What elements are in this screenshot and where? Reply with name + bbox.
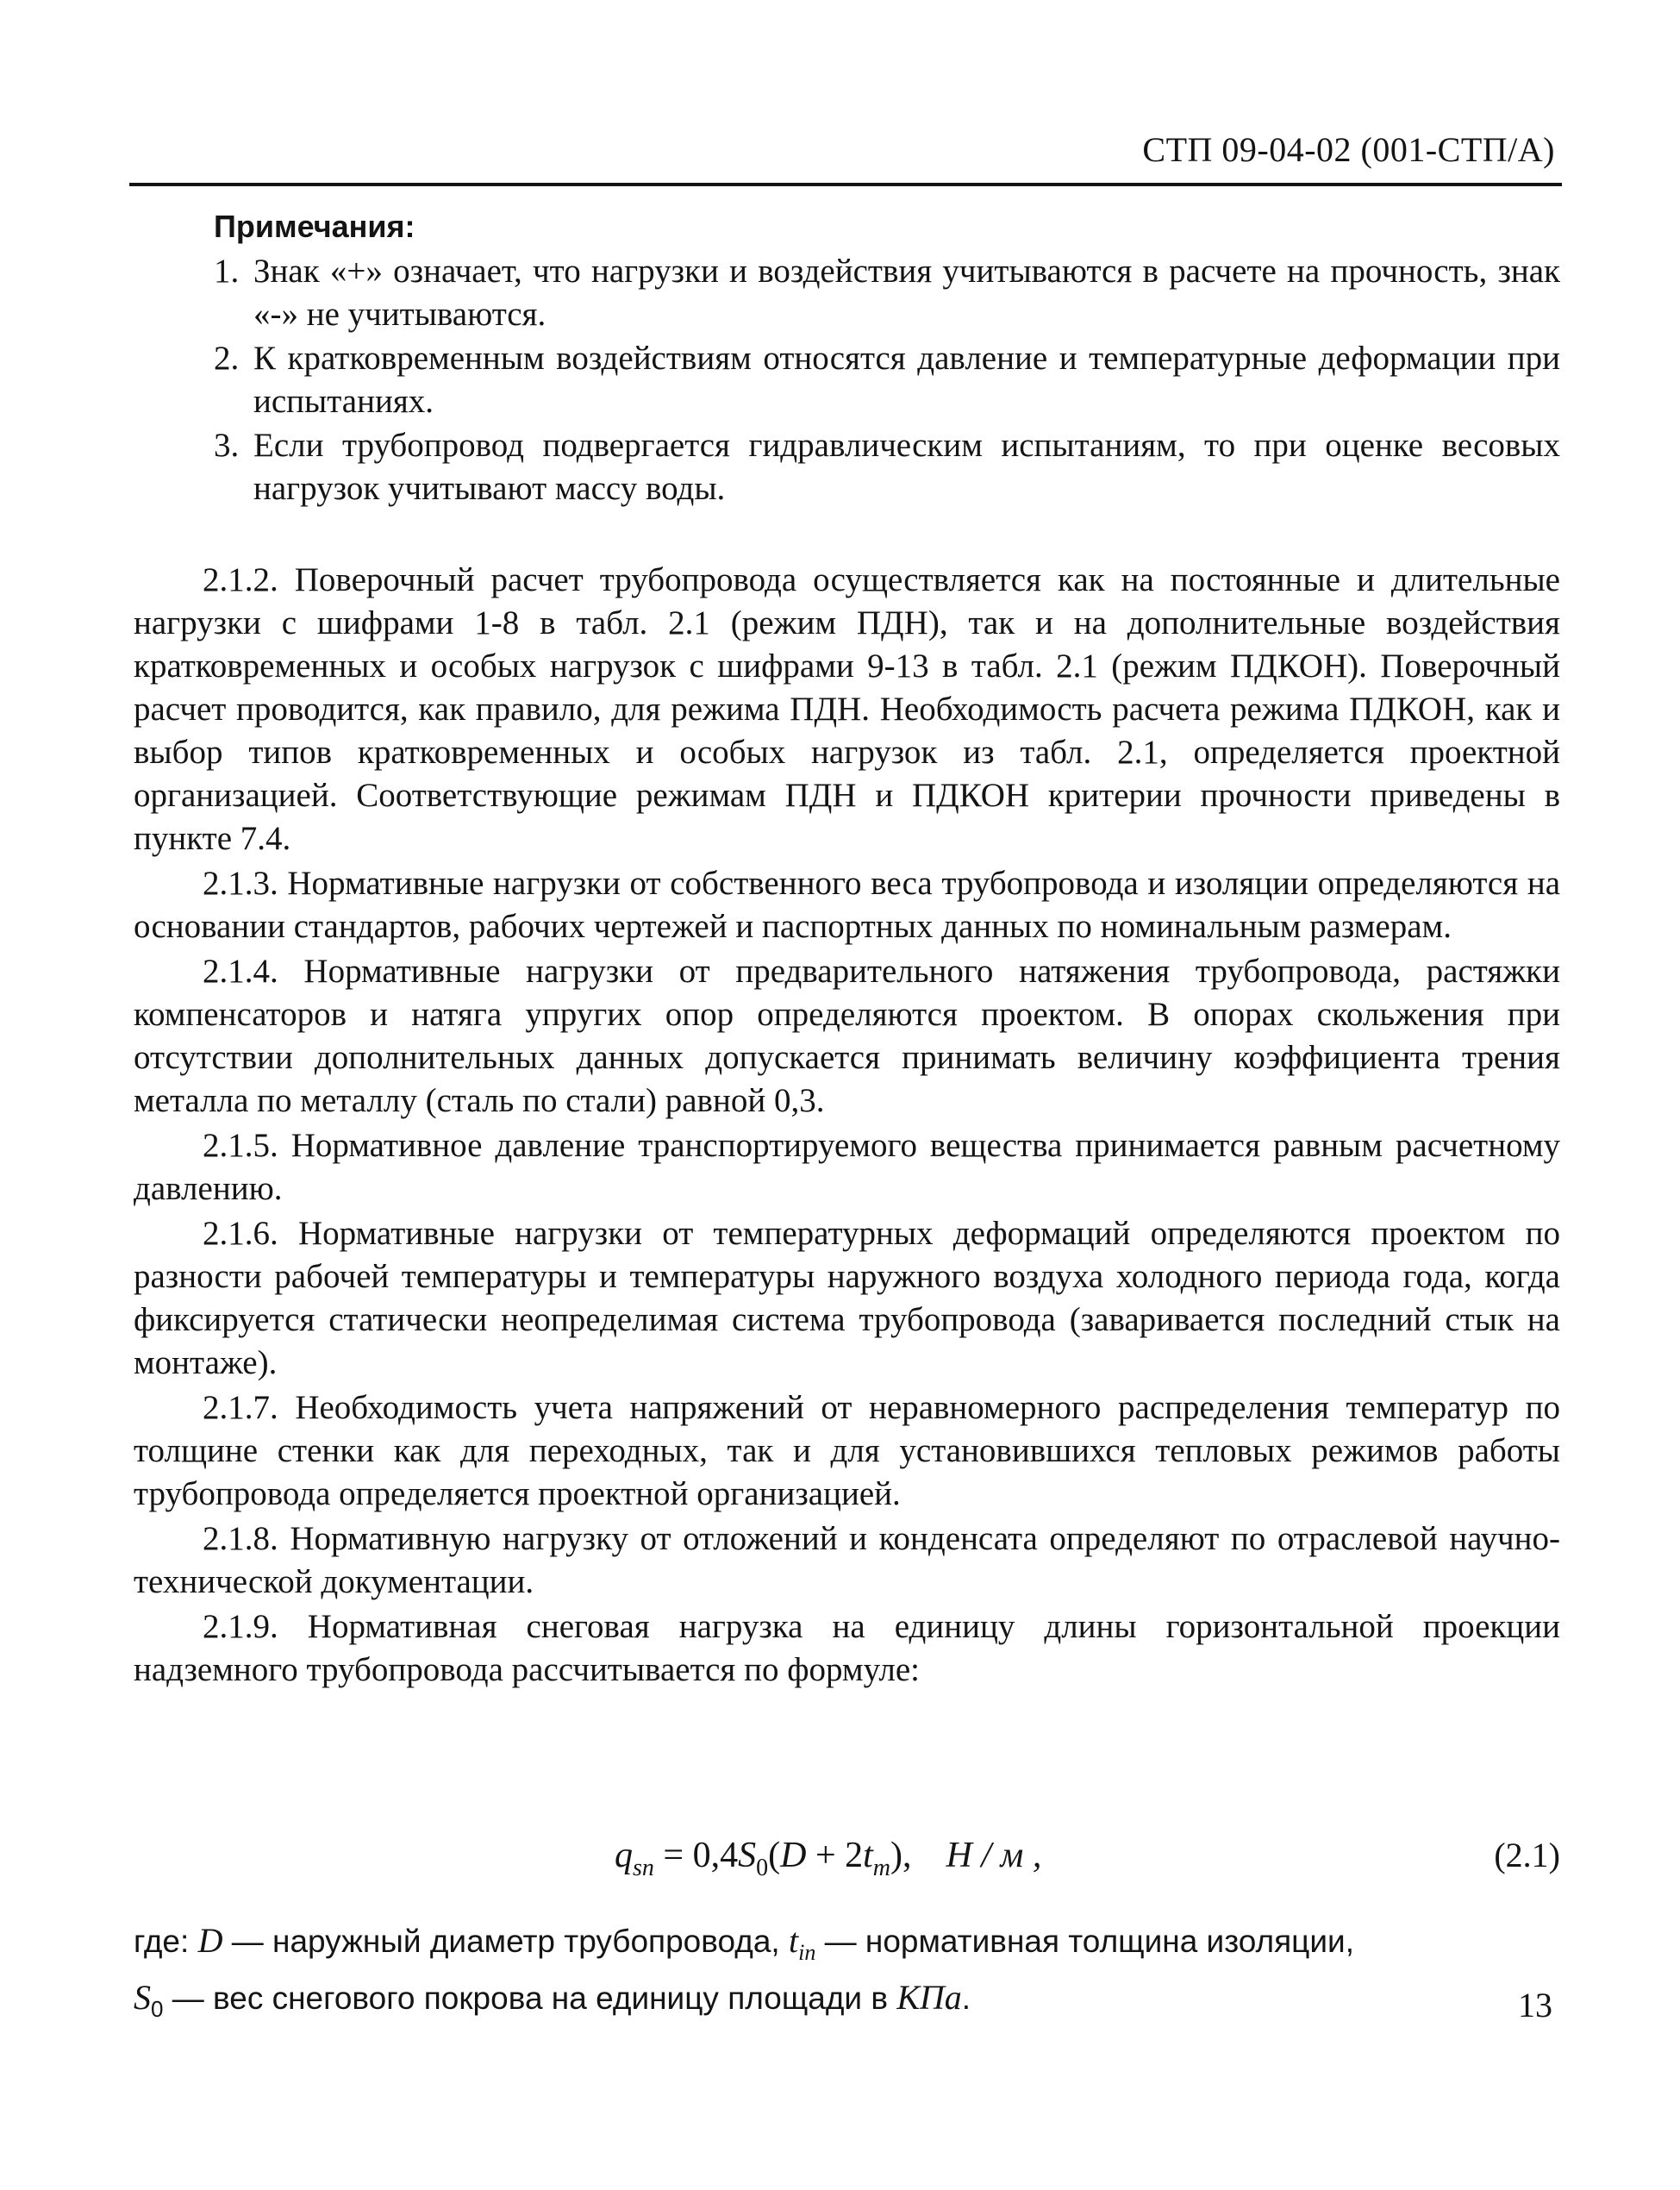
formula-q: q [615, 1836, 633, 1875]
formula-plus-two: + 2 [806, 1836, 864, 1875]
note-text: Знак «+» означает, что нагрузки и воздействия учитываются в расчете на прочность, знак «-» не учитываются. [253, 253, 1560, 333]
paragraph-2-1-7: 2.1.7. Необходимость учета напряжений от неравномерного распределения температур по толщине стенки как для переходных, так и для установившихся тепловых режимов работы трубопровода определяется проектной организацией. [134, 1389, 1560, 1512]
notes-heading: Примечания: [214, 209, 415, 244]
legend-t-symbol: t [788, 1921, 799, 1960]
notes-list [214, 250, 1560, 511]
formula-coefficient: = 0,4 [653, 1836, 739, 1875]
legend-s-symbol: S [134, 1978, 151, 2017]
legend-end: . [961, 1980, 971, 2016]
legend-s-subscript: 0 [151, 1996, 164, 2022]
formula-s: S [738, 1836, 757, 1875]
formula-paren-open: ( [768, 1836, 781, 1875]
formula-t: t [863, 1836, 873, 1875]
note-text: К кратковременным воздействиям относятся давление и температурные деформации при испытаниях. [253, 340, 1560, 420]
paragraph-2-1-6: 2.1.6. Нормативные нагрузки от температурных деформаций определяются проектом по разности рабочей температуры и температуры наружного воздуха холодного периода года, когда фиксируется статически неопределимая система трубопровода (заваривается последний стык на монтаже). [134, 1215, 1560, 1381]
formula-row [129, 1835, 1560, 1887]
document-code: СТП 09-04-02 (001-СТП/А) [1142, 130, 1555, 169]
paragraph-2-1-5: 2.1.5. Нормативное давление транспортируемого вещества принимается равным расчетному давлению. [134, 1127, 1560, 1207]
formula-paren-close: ), [890, 1836, 912, 1875]
paragraph-2-1-9: 2.1.9. Нормативная снеговая нагрузка на единицу длины горизонтальной проекции надземного трубопровода рассчитывается по формуле: [134, 1608, 1560, 1688]
formula-number: (2.1) [1494, 1836, 1560, 1874]
legend-t-subscript: in [798, 1940, 816, 1965]
note-text: Если трубопровод подвергается гидравлическим испытаниям, то при оценке весовых нагрузок учитывают массу воды. [253, 427, 1560, 507]
legend-t-text: — нормативная толщина изоляции, [815, 1924, 1354, 1959]
formula-s-subscript: 0 [756, 1855, 769, 1881]
paragraph-2-1-8: 2.1.8. Нормативную нагрузку от отложений и конденсата определяют по отраслевой научно-технической документации. [134, 1520, 1560, 1600]
formula-d: D [780, 1836, 807, 1875]
legend-unit: КПа [896, 1978, 962, 2017]
note-item [214, 250, 1560, 336]
note-item [214, 424, 1560, 510]
legend-s-text: — вес снегового покрова на единицу площади в [163, 1980, 897, 2016]
legend-prefix: где: [134, 1924, 198, 1959]
paragraph-2-1-4: 2.1.4. Нормативные нагрузки от предварительного натяжения трубопровода, растяжки компенсаторов и натяга упругих опор определяются проектом. В опорах скольжения при отсутствии дополнительных данных допускается принимать величину коэффициента трения металла по металлу (сталь по стали) равной 0,3. [134, 953, 1560, 1119]
formula-q-subscript: sn [633, 1855, 654, 1881]
formula-legend [134, 1918, 1560, 2031]
legend-d-text: — наружный диаметр трубопровода, [222, 1924, 789, 1959]
note-item [214, 337, 1560, 423]
note-number: 2. [214, 340, 240, 377]
paragraph-2-1-3: 2.1.3. Нормативные нагрузки от собственного веса трубопровода и изоляции определяются на основании стандартов, рабочих чертежей и паспортных данных по номинальным размерам. [134, 865, 1560, 945]
note-number: 3. [214, 427, 240, 464]
note-number: 1. [214, 253, 240, 290]
header-rule [129, 183, 1562, 186]
body-text [134, 559, 1560, 1693]
page-number: 13 [1518, 1986, 1552, 2024]
formula-t-subscript: m [872, 1855, 891, 1881]
legend-d-symbol: D [197, 1921, 223, 1960]
formula-unit: Н / м , [946, 1836, 1042, 1875]
paragraph-2-1-2: 2.1.2. Поверочный расчет трубопровода осуществляется как на постоянные и длительные нагрузки с шифрами 1-8 в табл. 2.1 (режим ПДН), так и на дополнительные воздействия кратковременных и особых нагрузок с шифрами 9-13 в табл. 2.1 (режим ПДКОН). Поверочный расчет проводится, как правило, для режима ПДН. Необходимость расчета режима ПДКОН, как и выбор типов кратковременных и особых нагрузок из табл. 2.1, определяется проектной организацией. Соответствующие режимам ПДН и ПДКОН критерии прочности приведены в пункте 7.4. [134, 561, 1560, 857]
snow-load-formula [615, 1835, 1041, 1882]
